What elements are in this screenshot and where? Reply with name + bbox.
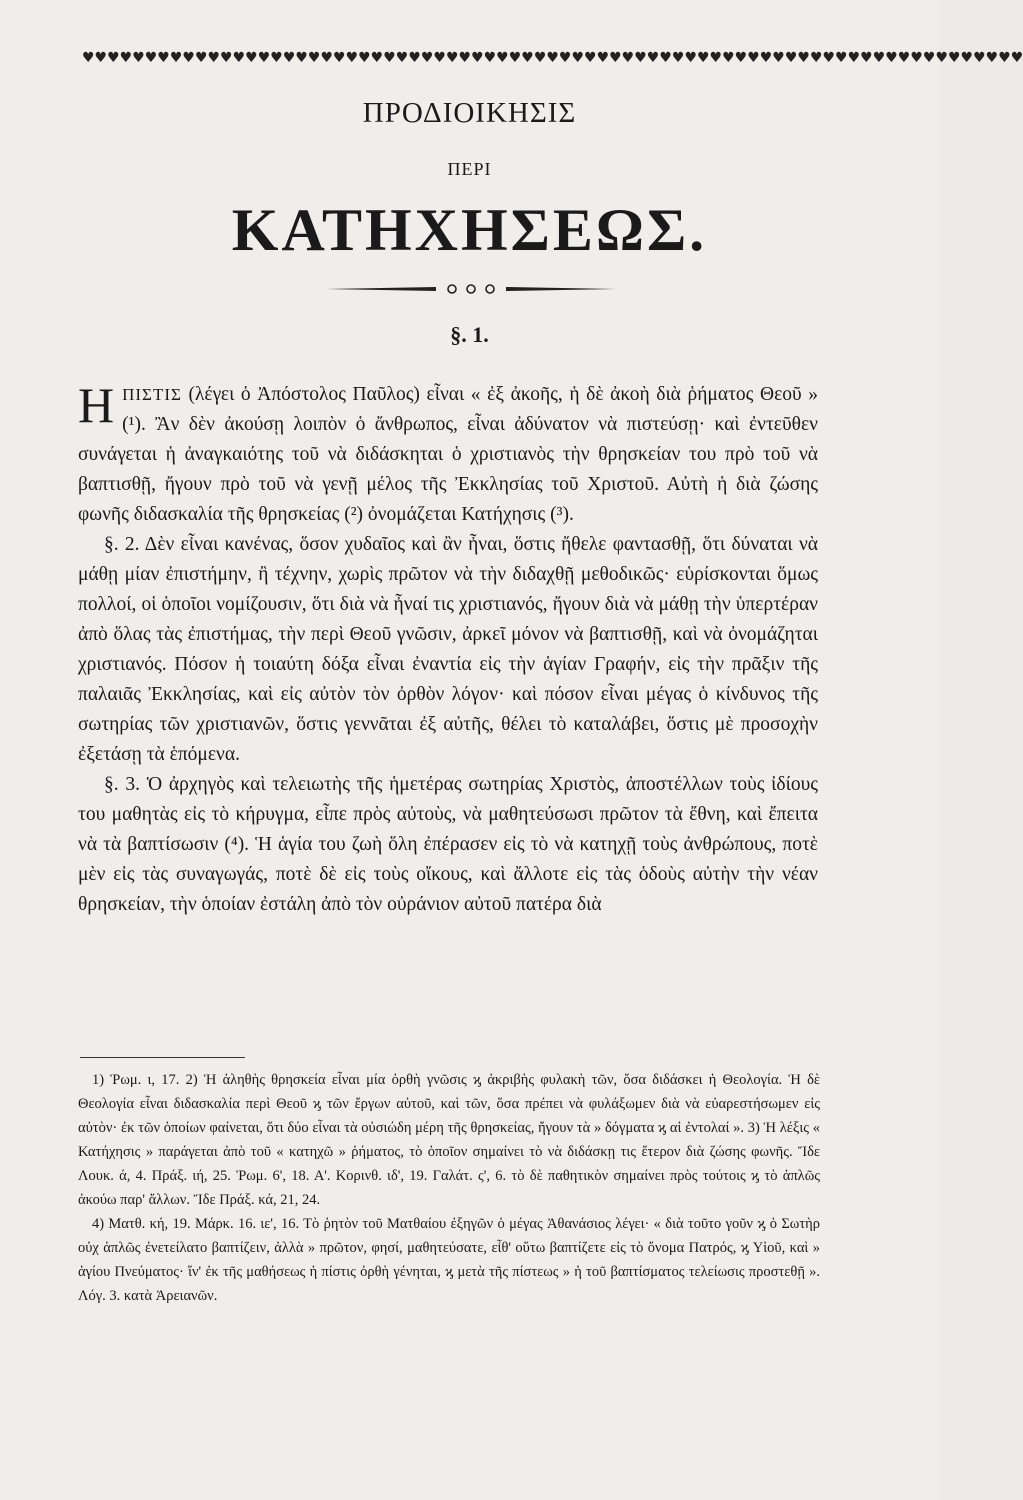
- footnote-divider: [80, 1057, 245, 1058]
- title-prodioikisis: ΠΡΟΔΙΟΙΚΗΣΙΣ: [362, 97, 577, 129]
- paragraph-1-text: (λέγει ὁ Ἀπόστολος Παῦλος) εἶναι « ἐξ ἀκοῆς, ἡ δὲ ἀκοὴ διὰ ῥήματος Θεοῦ » (¹). Ἂν δὲν ἀκούσῃ λοιπὸν ὁ ἄνθρωπος, εἶναι ἀδύνατον νὰ πιστεύσῃ· καὶ ἐντεῦθεν συνάγεται ἡ ἀναγκαιότης τοῦ νὰ διδάσκηται ὁ χριστιανὸς τὴν θρησκείαν του πρὸ τοῦ νὰ βαπτισθῇ, ἤγουν πρὸ τοῦ νὰ γενῇ μέλος τῆς Ἐκκλησίας τοῦ Χριστοῦ. Αὐτὴ ἡ διὰ ζώσης φωνῆς διδασκαλία τῆς θρησκείας (²) ὀνομάζεται Κατήχησις (³).: [78, 384, 818, 525]
- footnote-1-3: 1) Ῥωμ. ι, 17. 2) Ἡ ἀληθὴς θρησκεία εἶναι μία ὀρθὴ γνῶσις ϗ ἀκριβὴς φυλακὴ τῶν, ὅσα διδάσκει ἡ Θεολογία. Ἡ δὲ Θεολογία εἶναι διδασκαλία περὶ Θεοῦ ϗ τῶν ἔργων αὐτοῦ, καὶ τῶν, ὅσα πρέπει νὰ φυλάξωμεν διὰ νὰ εὐαρεστήσωμεν εἰς αὐτὸν· ἐκ τῶν ὁποίων φαίνεται, ὅτι δύο εἶναι τὰ οὐσιώδη μέρη τῆς θρησκείας, ἤγουν τὰ » δόγματα ϗ αἱ ἐντολαί ». 3) Ἡ λέξις « Κατήχησις » παράγεται ἀπὸ τοῦ « κατηχῶ » ῥήματος, τὸ ὁποῖον σημαίνει τὸ νὰ διδάσκῃ τις ἕτερον διὰ ζώσης φωνῆς. Ἴδε Λουκ. ά, 4. Πράξ. ιή, 25. Ῥωμ. 6', 18. Α'. Κορινθ. ιδ', 19. Γαλάτ. ς', 6. τὸ δὲ παθητικὸν σημαίνει πρὸς τούτοις ϗ τὸ ἁπλῶς ἀκούω παρ' ἄλλων. Ἴδε Πράξ. κά, 21, 24.: [78, 1072, 820, 1208]
- footnote-4: 4) Ματθ. κή, 19. Μάρκ. 16. ιε', 16. Τὸ ῥητὸν τοῦ Ματθαίου ἐξηγῶν ὁ μέγας Ἀθανάσιος λέγει· « διὰ τοῦτο γοῦν ϗ ὁ Σωτὴρ οὐχ ἁπλῶς ἐνετείλατο βαπτίζειν, ἀλλὰ » πρῶτον, φησί, μαθητεύσατε, εἶθ' οὕτω βαπτίζετε εἰς τὸ ὄνομα Πατρός, ϗ Υἱοῦ, καὶ » ἁγίου Πνεύματος· ἵν' ἐκ τῆς μαθήσεως ἡ πίστις ὀρθὴ γένηται, ϗ μετὰ τῆς πίστεως » ἡ τοῦ βαπτίσματος τελείωσις προστεθῇ ». Λόγ. 3. κατὰ Ἀρειανῶν.: [78, 1216, 820, 1304]
- ornament-border: ♥♥♥♥♥♥♥♥♥♥♥♥♥♥♥♥♥♥♥♥♥♥♥♥♥♥♥♥♥♥♥♥♥♥♥♥♥♥♥♥♥♥♥♥♥♥♥♥♥♥♥♥♥♥♥♥♥♥♥♥♥♥♥♥♥♥♥♥♥♥♥♥♥♥♥: [82, 50, 1023, 66]
- title-peri: ΠΕΡΙ: [447, 159, 492, 179]
- drop-cap: Η: [78, 377, 115, 433]
- paragraph-1-opening: ΠΙΣΤΙΣ: [122, 385, 182, 404]
- paragraph-2: §. 2. Δὲν εἶναι κανένας, ὅσον χυδαῖος καὶ ἂν ἦναι, ὅστις ἤθελε φαντασθῇ, ὅτι δύναται νὰ μάθῃ μίαν ἐπιστήμην, ἢ τέχνην, χωρὶς πρῶτον νὰ τὴν διδαχθῇ μεθοδικῶς· εὑρίσκονται ὅμως πολλοί, οἱ ὁποῖοι νομίζουσιν, ὅτι διὰ νὰ ἦναί τις χριστιανός, ἤγουν διὰ νὰ μάθῃ τὴν ὑπερτέραν ἀπὸ ὅλας τὰς ἐπιστήμας, τὴν περὶ Θεοῦ γνῶσιν, ἀρκεῖ μόνον νὰ βαπτισθῇ, καὶ νὰ ὀνομάζηται χριστιανός. Πόσον ἡ τοιαύτη δόξα εἶναι ἐναντία εἰς τὴν ἁγίαν Γραφήν, εἰς τὴν πρᾶξιν τῆς παλαιᾶς Ἐκκλησίας, καὶ εἰς αὐτὸν τὸν ὀρθὸν λόγον· καὶ πόσον εἶναι μέγας ὁ κίνδυνος τῆς σωτηρίας τῶν χριστιανῶν, ὅστις γεννᾶται ἐξ αὐτῆς, θέλει τὸ καταλάβει, ὅστις μὲ προσοχὴν ἐξετάσῃ τὰ ἑπόμενα.: [78, 534, 818, 765]
- paragraph-3: §. 3. Ὁ ἀρχηγὸς καὶ τελειωτὴς τῆς ἡμετέρας σωτηρίας Χριστὸς, ἀποστέλλων τοὺς ἰδίους του μαθητὰς εἰς τὸ κήρυγμα, εἶπε πρὸς αὐτοὺς, νὰ μαθητεύσωσι πρῶτον τὰ ἔθνη, καὶ ἔπειτα νὰ τὰ βαπτίσωσιν (⁴). Ἡ ἁγία του ζωὴ ὅλη ἐπέρασεν εἰς τὸ νὰ κατηχῇ τοὺς ἀνθρώπους, ποτὲ μὲν εἰς τὰς συναγωγάς, ποτὲ δὲ εἰς τοὺς οἴκους, καὶ ἄλλοτε εἰς τὰς ὁδοὺς αὐτὴν τὴν νέαν θρησκείαν, τὴν ὁποίαν ἐστάλη ἀπὸ τὸν οὐράνιον αὐτοῦ πατέρα διὰ: [78, 774, 818, 915]
- footnotes: [78, 1068, 820, 1308]
- title-katichiseos: ΚΑΤΗΧΗΣΕΩΣ.: [231, 197, 708, 263]
- section-heading: §. 1.: [450, 322, 489, 347]
- main-text: [78, 377, 818, 920]
- paragraph-1: [78, 377, 818, 530]
- decorative-rule: [326, 282, 616, 296]
